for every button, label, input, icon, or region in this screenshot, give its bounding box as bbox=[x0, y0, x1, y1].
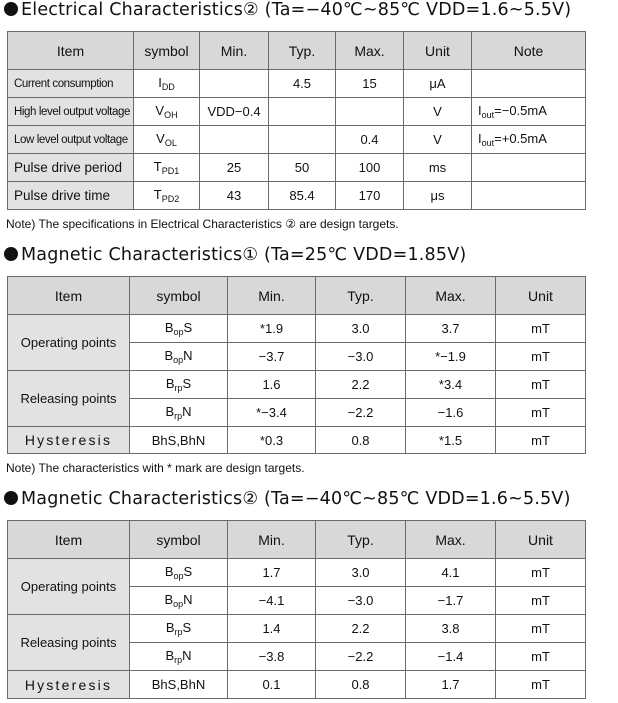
row-symbol: $B_{rp}S$ bbox=[130, 615, 228, 643]
row-max: −1.7 bbox=[406, 587, 496, 615]
row-symbol: BhS,BhN bbox=[130, 427, 228, 454]
row-note bbox=[472, 154, 586, 182]
row-min: 43 bbox=[200, 182, 269, 210]
row-max bbox=[336, 98, 404, 126]
table-header-row bbox=[8, 32, 586, 70]
row-typ: −2.2 bbox=[316, 643, 406, 671]
header-typ: Typ. bbox=[269, 32, 336, 70]
row-unit: mT bbox=[496, 343, 586, 371]
table-row bbox=[8, 154, 586, 182]
row-unit: μs bbox=[404, 182, 472, 210]
header-max: Max. bbox=[336, 32, 404, 70]
row-unit: mT bbox=[496, 559, 586, 587]
row-symbol: $B_{op}S$ bbox=[130, 559, 228, 587]
row-max: −1.4 bbox=[406, 643, 496, 671]
row-max: 0.4 bbox=[336, 126, 404, 154]
row-unit: mT bbox=[496, 399, 586, 427]
row-unit: mT bbox=[496, 315, 586, 343]
row-note: $I_{out}=+0.5mA$ bbox=[472, 126, 586, 154]
table-row bbox=[8, 371, 586, 399]
table-row bbox=[8, 671, 586, 699]
row-item: Low level output voltage bbox=[8, 126, 134, 154]
row-symbol: $B_{op}N$ bbox=[130, 587, 228, 615]
header-note: Note bbox=[472, 32, 586, 70]
row-typ: 3.0 bbox=[316, 559, 406, 587]
row-typ: 50 bbox=[269, 154, 336, 182]
row-max: *3.4 bbox=[406, 371, 496, 399]
header-symbol: symbol bbox=[130, 521, 228, 559]
note-electrical: Note) The specifications in Electrical Characteristics ② are design targets. bbox=[6, 217, 399, 231]
table-row bbox=[8, 615, 586, 643]
row-symbol: $B_{op}S$ bbox=[130, 315, 228, 343]
row-min bbox=[200, 70, 269, 98]
row-max: 3.7 bbox=[406, 315, 496, 343]
header-max: Max. bbox=[406, 277, 496, 315]
group-item-releasing: Releasing points bbox=[8, 615, 130, 671]
table-header-row bbox=[8, 521, 586, 559]
row-unit: mT bbox=[496, 671, 586, 699]
table-row bbox=[8, 315, 586, 343]
row-symbol: $B_{op}N$ bbox=[130, 343, 228, 371]
header-min: Min. bbox=[228, 521, 316, 559]
magnetic-2-table bbox=[7, 520, 586, 699]
row-note: $I_{out}=-0.5mA$ bbox=[472, 98, 586, 126]
row-min: *0.3 bbox=[228, 427, 316, 454]
header-min: Min. bbox=[228, 277, 316, 315]
row-symbol: $I_{DD}$ bbox=[134, 70, 200, 98]
hysteresis-item: Hysteresis bbox=[8, 427, 130, 454]
row-typ: 4.5 bbox=[269, 70, 336, 98]
row-min: 1.4 bbox=[228, 615, 316, 643]
row-typ: −2.2 bbox=[316, 399, 406, 427]
section-title-magnetic-2: Magnetic Characteristics② (Ta=−40℃~85℃ VDD=1.6~5.5V) bbox=[4, 489, 571, 509]
header-typ: Typ. bbox=[316, 521, 406, 559]
row-typ bbox=[269, 126, 336, 154]
row-max: 1.7 bbox=[406, 671, 496, 699]
header-symbol: symbol bbox=[134, 32, 200, 70]
row-max: 100 bbox=[336, 154, 404, 182]
row-unit: mT bbox=[496, 371, 586, 399]
section-title-magnetic-1: Magnetic Characteristics① (Ta=25℃ VDD=1.85V) bbox=[4, 245, 466, 265]
header-max: Max. bbox=[406, 521, 496, 559]
table-row bbox=[8, 559, 586, 587]
row-min: 25 bbox=[200, 154, 269, 182]
row-max: 170 bbox=[336, 182, 404, 210]
magnetic-1-table bbox=[7, 276, 586, 454]
note-magnetic-1: Note) The characteristics with * mark are design targets. bbox=[6, 461, 305, 475]
header-item: Item bbox=[8, 521, 130, 559]
header-unit: Unit bbox=[404, 32, 472, 70]
row-max: −1.6 bbox=[406, 399, 496, 427]
header-typ: Typ. bbox=[316, 277, 406, 315]
row-item: Pulse drive period bbox=[8, 154, 134, 182]
row-min: −3.7 bbox=[228, 343, 316, 371]
row-unit: V bbox=[404, 98, 472, 126]
row-min bbox=[200, 126, 269, 154]
row-max: 3.8 bbox=[406, 615, 496, 643]
bullet-icon bbox=[4, 247, 18, 261]
header-item: Item bbox=[8, 277, 130, 315]
row-typ: 2.2 bbox=[316, 371, 406, 399]
row-typ: −3.0 bbox=[316, 587, 406, 615]
row-typ: −3.0 bbox=[316, 343, 406, 371]
row-unit: mT bbox=[496, 615, 586, 643]
row-max: 4.1 bbox=[406, 559, 496, 587]
row-symbol: BhS,BhN bbox=[130, 671, 228, 699]
row-unit: mT bbox=[496, 587, 586, 615]
row-note bbox=[472, 70, 586, 98]
row-max: 15 bbox=[336, 70, 404, 98]
table-row bbox=[8, 98, 586, 126]
row-typ: 3.0 bbox=[316, 315, 406, 343]
group-item-operating: Operating points bbox=[8, 559, 130, 615]
row-min: 1.7 bbox=[228, 559, 316, 587]
row-min: 1.6 bbox=[228, 371, 316, 399]
row-unit: mT bbox=[496, 643, 586, 671]
row-item: High level output voltage bbox=[8, 98, 134, 126]
electrical-table bbox=[7, 31, 586, 210]
table-row bbox=[8, 182, 586, 210]
row-item: Pulse drive time bbox=[8, 182, 134, 210]
table-header-row bbox=[8, 277, 586, 315]
row-typ bbox=[269, 98, 336, 126]
row-min: *−3.4 bbox=[228, 399, 316, 427]
table-row bbox=[8, 70, 586, 98]
row-unit: V bbox=[404, 126, 472, 154]
row-symbol: $V_{OH}$ bbox=[134, 98, 200, 126]
row-max: *−1.9 bbox=[406, 343, 496, 371]
row-typ: 0.8 bbox=[316, 427, 406, 454]
header-unit: Unit bbox=[496, 521, 586, 559]
row-unit: ms bbox=[404, 154, 472, 182]
row-typ: 2.2 bbox=[316, 615, 406, 643]
row-symbol: $T_{PD1}$ bbox=[134, 154, 200, 182]
row-min: −3.8 bbox=[228, 643, 316, 671]
table-row bbox=[8, 427, 586, 454]
table-row bbox=[8, 126, 586, 154]
row-max: *1.5 bbox=[406, 427, 496, 454]
row-unit: μA bbox=[404, 70, 472, 98]
row-min: VDD−0.4 bbox=[200, 98, 269, 126]
header-symbol: symbol bbox=[130, 277, 228, 315]
header-item: Item bbox=[8, 32, 134, 70]
section-title-electrical-2: Electrical Characteristics② (Ta=−40℃~85℃ VDD=1.6~5.5V) bbox=[4, 0, 571, 20]
hysteresis-item: Hysteresis bbox=[8, 671, 130, 699]
row-item: Current consumption bbox=[8, 70, 134, 98]
row-symbol: $B_{rp}S$ bbox=[130, 371, 228, 399]
row-note bbox=[472, 182, 586, 210]
row-min: −4.1 bbox=[228, 587, 316, 615]
group-item-operating: Operating points bbox=[8, 315, 130, 371]
row-symbol: $T_{PD2}$ bbox=[134, 182, 200, 210]
row-symbol: $V_{OL}$ bbox=[134, 126, 200, 154]
bullet-icon bbox=[4, 2, 18, 16]
bullet-icon bbox=[4, 491, 18, 505]
row-min: *1.9 bbox=[228, 315, 316, 343]
row-unit: mT bbox=[496, 427, 586, 454]
row-typ: 0.8 bbox=[316, 671, 406, 699]
group-item-releasing: Releasing points bbox=[8, 371, 130, 427]
header-unit: Unit bbox=[496, 277, 586, 315]
header-min: Min. bbox=[200, 32, 269, 70]
row-symbol: $B_{rp}N$ bbox=[130, 643, 228, 671]
row-typ: 85.4 bbox=[269, 182, 336, 210]
row-symbol: $B_{rp}N$ bbox=[130, 399, 228, 427]
row-min: 0.1 bbox=[228, 671, 316, 699]
